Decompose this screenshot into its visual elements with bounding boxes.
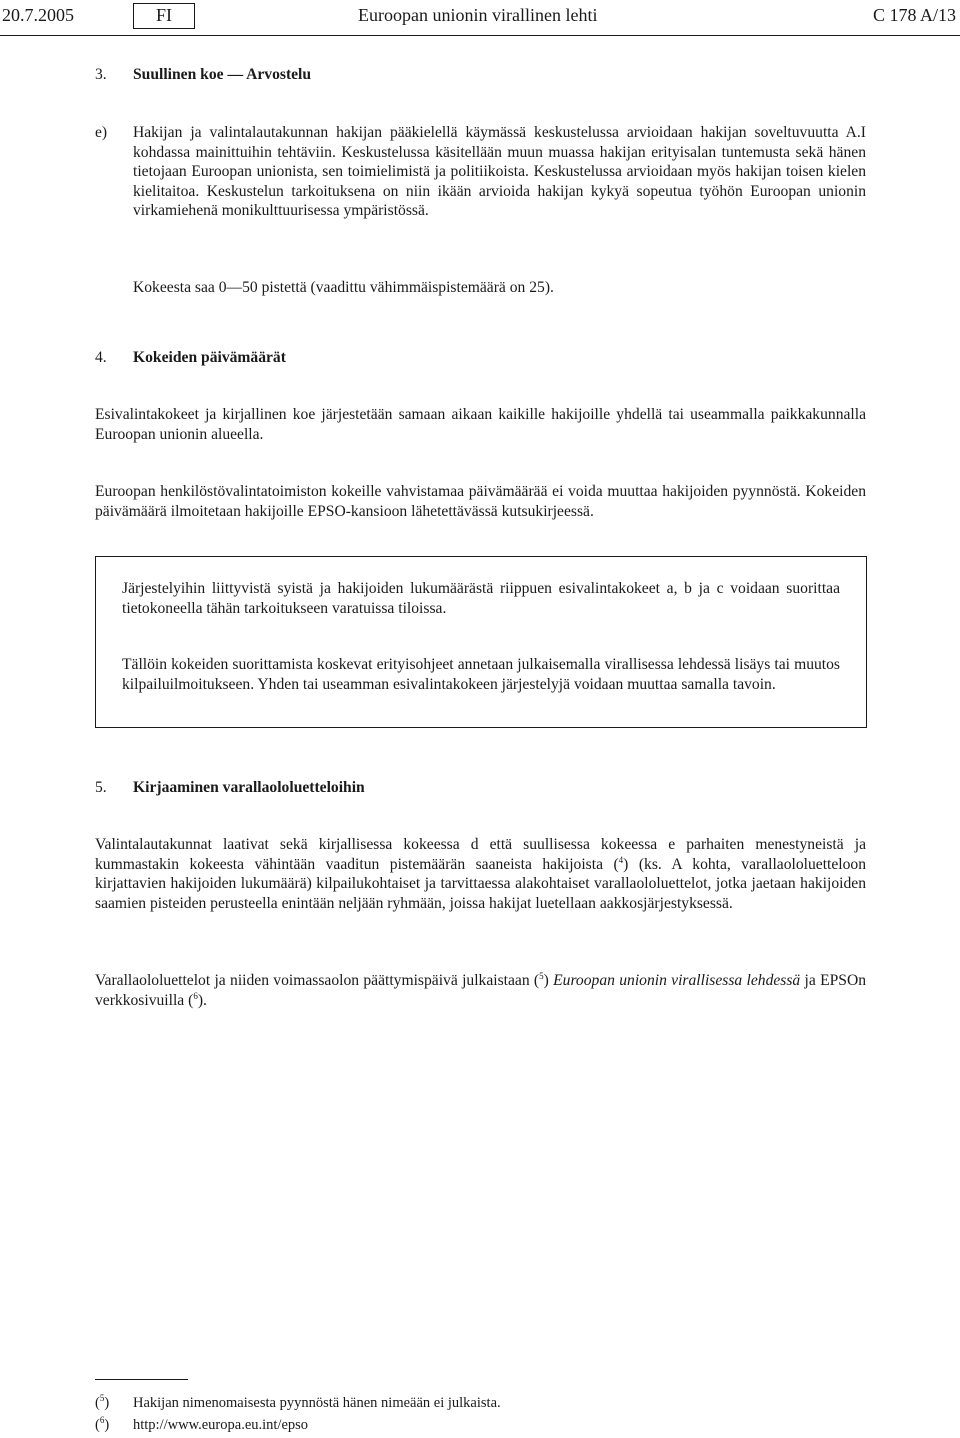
box-paragraph-1: Järjestelyihin liittyvistä syistä ja hakijoiden lukumäärästä riippuen esivalintakokeet a, b ja c voidaan suorittaa tietokoneella tähän tarkoitukseen varatuissa tiloissa. (122, 580, 840, 617)
section-5-paragraph-2: Varallaololuettelot ja niiden voimassaolon päättymispäivä julkaistaan ($^5$) Euroopan unionin virallisessa lehdessä ja EPSOn verkkosivuilla ($^6$). (95, 971, 867, 1009)
section-4-paragraph-1: Esivalintakokeet ja kirjallinen koe järjestetään samaan aikaan kaikille hakijoille yhdellä tai useammalla paikkakunnalla Euroopan unionin alueella. (95, 406, 866, 443)
footnote-rule (95, 1379, 188, 1380)
footnote-ref-5: 5 (539, 971, 544, 981)
section-4-paragraph-2: Euroopan henkilöstövalintatoimiston kokeille vahvistamaa päivämäärää ei voida muuttaa hakijoiden pyynnöstä. Kokeiden päivämäärä ilmoitetaan hakijoille EPSO-kansioon lähetettävässä kutsukirjeessä. (95, 483, 866, 520)
footnote-ref-6: 6 (193, 990, 198, 1001)
section-5-title: Kirjaaminen varallaololuetteloihin (133, 779, 365, 796)
header-date: 20.7.2005 (2, 5, 74, 25)
footnote-marker: ($^6$) (95, 1415, 110, 1433)
section-3-scoring: Kokeesta saa 0—50 pistettä (vaadittu vähimmäispistemäärä on 25). (133, 279, 554, 296)
header-rule (0, 35, 960, 36)
header-reference: C 178 A/13 (872, 5, 956, 25)
box-paragraph-2: Tällöin kokeiden suorittamista koskevat erityisohjeet annetaan julkaisemalla virallisessa lehdessä lisäys tai muutos kilpailuilmoitukseen. Yhden tai useamman esivalintakokeen järjestelyjä voidaan muuttaa samalla tavoin. (122, 656, 840, 693)
section-3-item-label: e) (95, 124, 108, 141)
section-3-number: 3. (95, 66, 107, 83)
page-header (0, 0, 960, 36)
header-journal-title: Euroopan unionin virallinen lehti (358, 5, 598, 25)
footnote-link[interactable]: http://www.europa.eu.int/epso (133, 1417, 309, 1433)
footnote-marker: ($^5$) (95, 1393, 110, 1411)
footnote-ref-4: 4 (618, 854, 624, 865)
section-4-number: 4. (95, 349, 107, 366)
header-language-badge: FI (133, 3, 195, 29)
section-3-title: Suullinen koe — Arvostelu (133, 66, 312, 83)
journal-name-italic: Euroopan unionin virallisessa lehdessä (553, 972, 801, 989)
section-5-paragraph-1: Valintalautakunnat laativat sekä kirjallisessa kokeessa d että suullisessa kokeessa e parhaiten menestyneistä ja kummastakin kokeesta vähintään vaaditun pistemäärän saaneista hakijoista ($^4$) (ks. A kohta, varallaololuetteloon kirjattavien hakijoiden lukumäärä) kilpailukohtaiset ja tarvittaessa alakohtaiset varallaololuettelot, jotka jaetaan hakijoiden saamien pisteiden perusteella enintään neljään ryhmään, joissa hakijat luetellaan aakkosjärjestyksessä. (95, 836, 867, 912)
section-5-number: 5. (95, 779, 107, 796)
footnote-text: Hakijan nimenomaisesta pyynnöstä hänen nimeään ei julkaista. (133, 1395, 501, 1411)
section-3-item-text: Hakijan ja valintalautakunnan hakijan pääkielellä käymässä keskustelussa arvioidaan hakijan soveltuvuutta A.I kohdassa mainittuihin tehtäviin. Keskustelussa käsitellään muun muassa hakijan erityisalan tuntemusta sekä hänen tietojaan Euroopan unionista, sen toimielimistä ja politiikoista. Keskustelussa arvioidaan myös hakijan toisen kielen kielitaitoa. Keskustelun tarkoituksena on niin ikään arvioida hakijan kykyä sopeutua työhön Euroopan unionin virkamiehenä monikulttuurisessa ympäristössä. (133, 124, 866, 220)
section-4-title: Kokeiden päivämäärät (133, 349, 286, 366)
